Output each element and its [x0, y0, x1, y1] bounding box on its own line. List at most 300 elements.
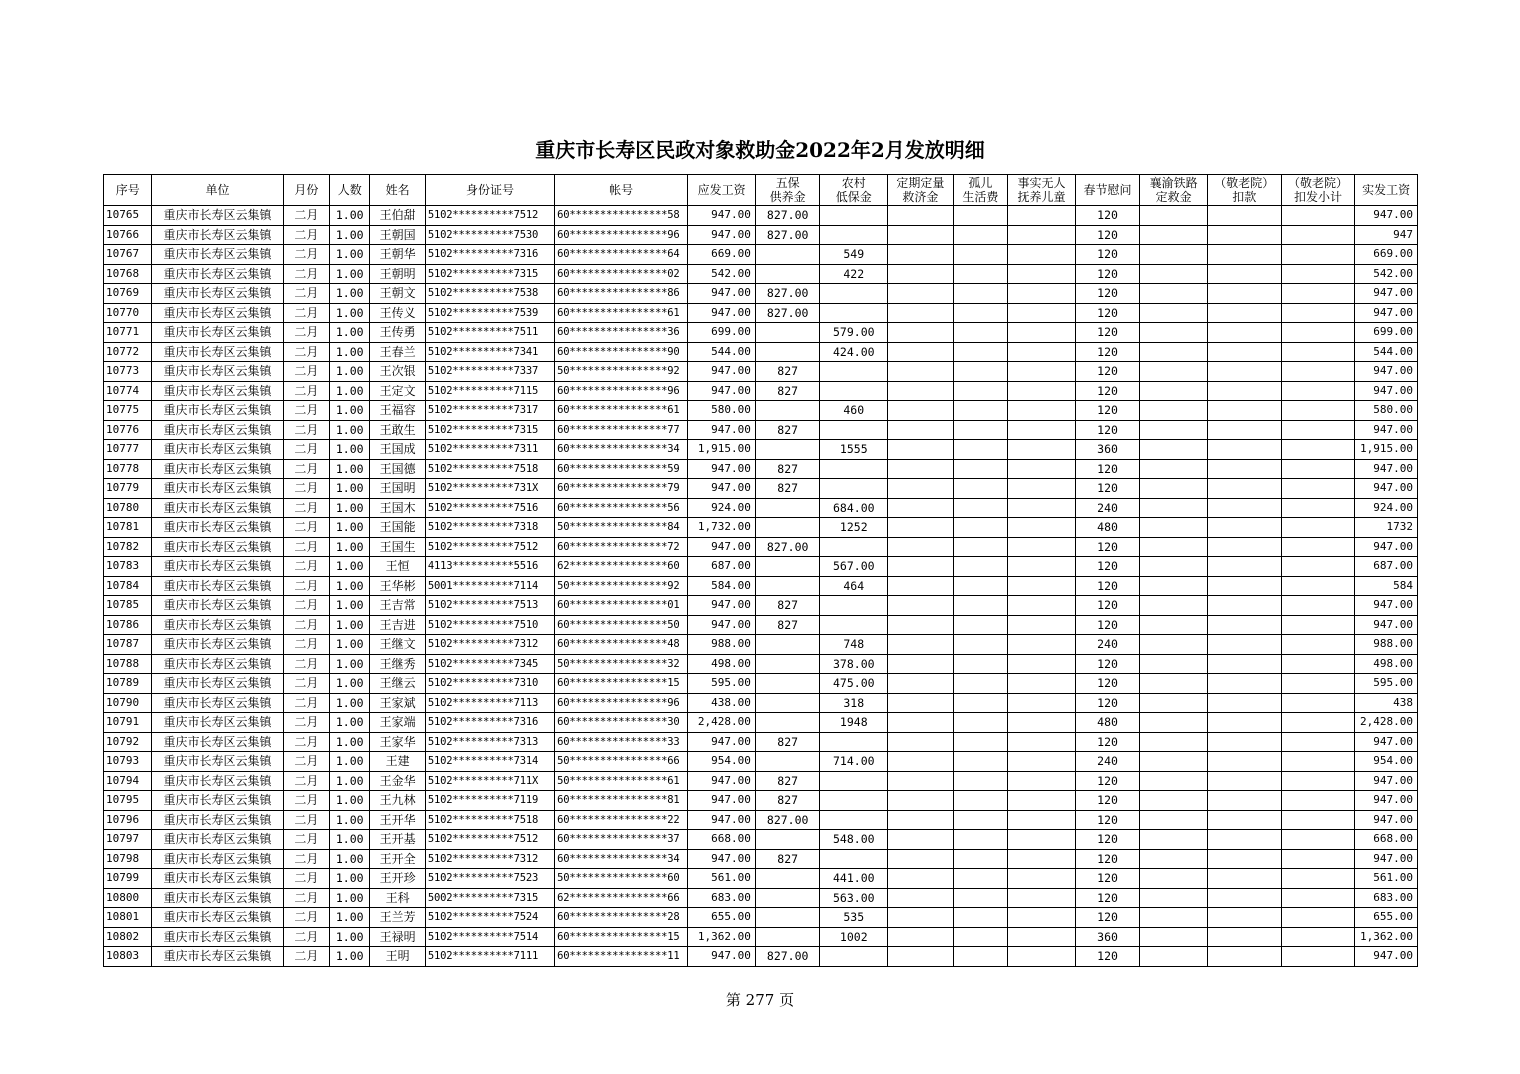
- cell-dibao: [820, 381, 888, 401]
- cell-dibao: [820, 732, 888, 752]
- cell-orphan: [953, 732, 1007, 752]
- cell-account: 60****************28: [555, 908, 688, 928]
- cell-unit: 重庆市长寿区云集镇: [152, 888, 283, 908]
- cell-xiangyu: [1140, 908, 1208, 928]
- cell-unattended-child: [1008, 440, 1076, 460]
- cell-unit: 重庆市长寿区云集镇: [152, 440, 283, 460]
- cell-unit: 重庆市长寿区云集镇: [152, 303, 283, 323]
- cell-unattended-child: [1008, 342, 1076, 362]
- cell-spring-festival: 120: [1075, 674, 1140, 694]
- cell-account: 50****************92: [555, 362, 688, 382]
- cell-month: 二月: [283, 303, 329, 323]
- cell-count: 1.00: [330, 557, 370, 577]
- cell-xiangyu: [1140, 693, 1208, 713]
- cell-name: 王吉常: [370, 596, 426, 616]
- cell-xiangyu: [1140, 440, 1208, 460]
- cell-account: 60****************90: [555, 342, 688, 362]
- cell-payable: 947.00: [688, 206, 756, 226]
- cell-dibao: 422: [820, 264, 888, 284]
- cell-id-number: 5102**********711X: [425, 771, 554, 791]
- cell-dingqi: [888, 303, 954, 323]
- cell-unattended-child: [1008, 206, 1076, 226]
- cell-name: 王华彬: [370, 576, 426, 596]
- table-row: [104, 927, 1418, 947]
- cell-count: 1.00: [330, 225, 370, 245]
- cell-unattended-child: [1008, 596, 1076, 616]
- cell-dibao: [820, 615, 888, 635]
- cell-unit: 重庆市长寿区云集镇: [152, 635, 283, 655]
- cell-seq: 10777: [104, 440, 152, 460]
- cell-count: 1.00: [330, 888, 370, 908]
- cell-month: 二月: [283, 693, 329, 713]
- cell-id-number: 5102**********7341: [425, 342, 554, 362]
- cell-payable: 947.00: [688, 810, 756, 830]
- cell-wubao: 827.00: [755, 810, 820, 830]
- cell-nursing-deduction: [1207, 245, 1281, 265]
- cell-name: 王科: [370, 888, 426, 908]
- cell-count: 1.00: [330, 420, 370, 440]
- cell-spring-festival: 240: [1075, 635, 1140, 655]
- cell-actual-pay: 542.00: [1355, 264, 1418, 284]
- cell-account: 50****************84: [555, 518, 688, 538]
- cell-unit: 重庆市长寿区云集镇: [152, 869, 283, 889]
- cell-unattended-child: [1008, 381, 1076, 401]
- cell-month: 二月: [283, 362, 329, 382]
- cell-count: 1.00: [330, 830, 370, 850]
- cell-count: 1.00: [330, 654, 370, 674]
- header-col-orphan: 孤儿 生活费: [953, 175, 1007, 206]
- cell-dingqi: [888, 615, 954, 635]
- cell-spring-festival: 360: [1075, 927, 1140, 947]
- cell-unattended-child: [1008, 927, 1076, 947]
- cell-count: 1.00: [330, 927, 370, 947]
- cell-month: 二月: [283, 654, 329, 674]
- cell-nursing-subtotal: [1281, 947, 1355, 967]
- cell-wubao: [755, 342, 820, 362]
- cell-unit: 重庆市长寿区云集镇: [152, 225, 283, 245]
- cell-count: 1.00: [330, 869, 370, 889]
- table-row: [104, 596, 1418, 616]
- cell-seq: 10769: [104, 284, 152, 304]
- cell-orphan: [953, 264, 1007, 284]
- cell-count: 1.00: [330, 635, 370, 655]
- cell-dingqi: [888, 888, 954, 908]
- cell-account: 60****************58: [555, 206, 688, 226]
- cell-account: 60****************81: [555, 791, 688, 811]
- cell-orphan: [953, 849, 1007, 869]
- cell-unattended-child: [1008, 888, 1076, 908]
- cell-spring-festival: 120: [1075, 264, 1140, 284]
- table-row: [104, 693, 1418, 713]
- cell-name: 王敢生: [370, 420, 426, 440]
- cell-dingqi: [888, 752, 954, 772]
- cell-xiangyu: [1140, 654, 1208, 674]
- header-col-dibao: 农村 低保金: [820, 175, 888, 206]
- cell-unit: 重庆市长寿区云集镇: [152, 752, 283, 772]
- cell-unattended-child: [1008, 869, 1076, 889]
- cell-unit: 重庆市长寿区云集镇: [152, 771, 283, 791]
- cell-nursing-deduction: [1207, 440, 1281, 460]
- cell-seq: 10798: [104, 849, 152, 869]
- cell-wubao: [755, 830, 820, 850]
- cell-actual-pay: 669.00: [1355, 245, 1418, 265]
- cell-account: 60****************30: [555, 713, 688, 733]
- cell-dibao: [820, 420, 888, 440]
- cell-name: 王国德: [370, 459, 426, 479]
- cell-seq: 10770: [104, 303, 152, 323]
- cell-xiangyu: [1140, 479, 1208, 499]
- cell-dibao: 535: [820, 908, 888, 928]
- cell-dibao: 548.00: [820, 830, 888, 850]
- cell-wubao: [755, 927, 820, 947]
- cell-nursing-deduction: [1207, 888, 1281, 908]
- cell-orphan: [953, 654, 1007, 674]
- cell-nursing-deduction: [1207, 908, 1281, 928]
- cell-month: 二月: [283, 284, 329, 304]
- cell-id-number: 5102**********7318: [425, 518, 554, 538]
- cell-count: 1.00: [330, 732, 370, 752]
- cell-seq: 10787: [104, 635, 152, 655]
- cell-account: 60****************86: [555, 284, 688, 304]
- header-col-id-number: 身份证号: [425, 175, 554, 206]
- cell-unattended-child: [1008, 459, 1076, 479]
- cell-nursing-deduction: [1207, 479, 1281, 499]
- cell-account: 60****************34: [555, 849, 688, 869]
- cell-actual-pay: 947.00: [1355, 537, 1418, 557]
- cell-spring-festival: 120: [1075, 576, 1140, 596]
- header-col-spring-festival: 春节慰问: [1075, 175, 1140, 206]
- cell-unit: 重庆市长寿区云集镇: [152, 830, 283, 850]
- cell-account: 60****************33: [555, 732, 688, 752]
- cell-name: 王恒: [370, 557, 426, 577]
- cell-nursing-deduction: [1207, 420, 1281, 440]
- cell-orphan: [953, 615, 1007, 635]
- cell-dingqi: [888, 771, 954, 791]
- cell-xiangyu: [1140, 947, 1208, 967]
- cell-payable: 683.00: [688, 888, 756, 908]
- cell-dingqi: [888, 518, 954, 538]
- table-row: [104, 732, 1418, 752]
- cell-spring-festival: 120: [1075, 654, 1140, 674]
- table-row: [104, 459, 1418, 479]
- table-row: [104, 771, 1418, 791]
- cell-dingqi: [888, 420, 954, 440]
- cell-dingqi: [888, 557, 954, 577]
- cell-nursing-deduction: [1207, 849, 1281, 869]
- cell-seq: 10782: [104, 537, 152, 557]
- cell-seq: 10786: [104, 615, 152, 635]
- cell-wubao: 827: [755, 596, 820, 616]
- cell-dingqi: [888, 245, 954, 265]
- cell-month: 二月: [283, 927, 329, 947]
- cell-nursing-subtotal: [1281, 557, 1355, 577]
- header-col-month: 月份: [283, 175, 329, 206]
- cell-wubao: 827: [755, 791, 820, 811]
- cell-name: 王家华: [370, 732, 426, 752]
- cell-unattended-child: [1008, 693, 1076, 713]
- cell-payable: 544.00: [688, 342, 756, 362]
- cell-month: 二月: [283, 752, 329, 772]
- cell-id-number: 5102**********7119: [425, 791, 554, 811]
- cell-nursing-deduction: [1207, 206, 1281, 226]
- cell-dingqi: [888, 342, 954, 362]
- cell-id-number: 5001**********7114: [425, 576, 554, 596]
- cell-unit: 重庆市长寿区云集镇: [152, 420, 283, 440]
- cell-count: 1.00: [330, 674, 370, 694]
- cell-account: 60****************64: [555, 245, 688, 265]
- cell-dibao: 684.00: [820, 498, 888, 518]
- cell-month: 二月: [283, 440, 329, 460]
- cell-unattended-child: [1008, 557, 1076, 577]
- cell-account: 60****************01: [555, 596, 688, 616]
- cell-count: 1.00: [330, 947, 370, 967]
- cell-orphan: [953, 557, 1007, 577]
- cell-month: 二月: [283, 635, 329, 655]
- cell-spring-festival: 120: [1075, 869, 1140, 889]
- cell-spring-festival: 360: [1075, 440, 1140, 460]
- cell-payable: 542.00: [688, 264, 756, 284]
- table-row: [104, 888, 1418, 908]
- cell-name: 王朝文: [370, 284, 426, 304]
- cell-xiangyu: [1140, 752, 1208, 772]
- cell-xiangyu: [1140, 674, 1208, 694]
- cell-orphan: [953, 869, 1007, 889]
- cell-dibao: 475.00: [820, 674, 888, 694]
- cell-xiangyu: [1140, 401, 1208, 421]
- cell-id-number: 5102**********7518: [425, 459, 554, 479]
- cell-nursing-deduction: [1207, 713, 1281, 733]
- cell-payable: 584.00: [688, 576, 756, 596]
- cell-unit: 重庆市长寿区云集镇: [152, 264, 283, 284]
- cell-xiangyu: [1140, 830, 1208, 850]
- cell-payable: 498.00: [688, 654, 756, 674]
- cell-payable: 561.00: [688, 869, 756, 889]
- cell-count: 1.00: [330, 498, 370, 518]
- cell-orphan: [953, 674, 1007, 694]
- cell-unattended-child: [1008, 264, 1076, 284]
- document-title: 重庆市长寿区民政对象救助金2022年2月发放明细: [535, 138, 985, 162]
- cell-nursing-subtotal: [1281, 381, 1355, 401]
- cell-dingqi: [888, 713, 954, 733]
- cell-unattended-child: [1008, 303, 1076, 323]
- cell-dibao: [820, 810, 888, 830]
- cell-actual-pay: 2,428.00: [1355, 713, 1418, 733]
- cell-orphan: [953, 225, 1007, 245]
- header-col-name: 姓名: [370, 175, 426, 206]
- cell-count: 1.00: [330, 381, 370, 401]
- cell-count: 1.00: [330, 576, 370, 596]
- table-row: [104, 615, 1418, 635]
- cell-month: 二月: [283, 869, 329, 889]
- cell-unit: 重庆市长寿区云集镇: [152, 596, 283, 616]
- cell-nursing-subtotal: [1281, 479, 1355, 499]
- cell-id-number: 5102**********7316: [425, 245, 554, 265]
- cell-seq: 10792: [104, 732, 152, 752]
- cell-name: 王伯甜: [370, 206, 426, 226]
- cell-xiangyu: [1140, 849, 1208, 869]
- cell-actual-pay: 655.00: [1355, 908, 1418, 928]
- cell-seq: 10781: [104, 518, 152, 538]
- cell-unit: 重庆市长寿区云集镇: [152, 518, 283, 538]
- cell-unattended-child: [1008, 830, 1076, 850]
- cell-wubao: [755, 401, 820, 421]
- cell-payable: 947.00: [688, 459, 756, 479]
- cell-actual-pay: 561.00: [1355, 869, 1418, 889]
- cell-dingqi: [888, 849, 954, 869]
- cell-wubao: 827: [755, 732, 820, 752]
- cell-actual-pay: 947.00: [1355, 947, 1418, 967]
- cell-name: 王家斌: [370, 693, 426, 713]
- cell-wubao: [755, 264, 820, 284]
- cell-spring-festival: 120: [1075, 849, 1140, 869]
- cell-count: 1.00: [330, 810, 370, 830]
- cell-dibao: [820, 947, 888, 967]
- cell-dingqi: [888, 908, 954, 928]
- cell-name: 王次银: [370, 362, 426, 382]
- cell-xiangyu: [1140, 596, 1208, 616]
- cell-unit: 重庆市长寿区云集镇: [152, 498, 283, 518]
- cell-actual-pay: 1732: [1355, 518, 1418, 538]
- cell-nursing-subtotal: [1281, 420, 1355, 440]
- cell-nursing-deduction: [1207, 615, 1281, 635]
- cell-account: 60****************37: [555, 830, 688, 850]
- cell-count: 1.00: [330, 908, 370, 928]
- cell-seq: 10774: [104, 381, 152, 401]
- cell-unattended-child: [1008, 245, 1076, 265]
- cell-spring-festival: 120: [1075, 323, 1140, 343]
- cell-orphan: [953, 498, 1007, 518]
- cell-orphan: [953, 401, 1007, 421]
- cell-unit: 重庆市长寿区云集镇: [152, 245, 283, 265]
- cell-wubao: 827.00: [755, 537, 820, 557]
- cell-count: 1.00: [330, 596, 370, 616]
- cell-payable: 947.00: [688, 771, 756, 791]
- table-row: [104, 674, 1418, 694]
- cell-orphan: [953, 303, 1007, 323]
- table-row: [104, 908, 1418, 928]
- table-row: [104, 654, 1418, 674]
- cell-unit: 重庆市长寿区云集镇: [152, 479, 283, 499]
- cell-nursing-subtotal: [1281, 654, 1355, 674]
- cell-account: 60****************79: [555, 479, 688, 499]
- cell-dibao: [820, 596, 888, 616]
- cell-id-number: 4113**********5516: [425, 557, 554, 577]
- cell-wubao: [755, 498, 820, 518]
- cell-nursing-deduction: [1207, 362, 1281, 382]
- cell-payable: 947.00: [688, 537, 756, 557]
- cell-wubao: [755, 713, 820, 733]
- cell-wubao: [755, 245, 820, 265]
- cell-xiangyu: [1140, 225, 1208, 245]
- cell-wubao: 827.00: [755, 206, 820, 226]
- cell-unit: 重庆市长寿区云集镇: [152, 654, 283, 674]
- cell-dibao: [820, 791, 888, 811]
- cell-id-number: 5102**********7315: [425, 264, 554, 284]
- cell-unattended-child: [1008, 771, 1076, 791]
- cell-nursing-deduction: [1207, 303, 1281, 323]
- cell-spring-festival: 120: [1075, 596, 1140, 616]
- cell-unattended-child: [1008, 576, 1076, 596]
- cell-actual-pay: 947.00: [1355, 362, 1418, 382]
- cell-name: 王建: [370, 752, 426, 772]
- cell-orphan: [953, 791, 1007, 811]
- cell-orphan: [953, 245, 1007, 265]
- cell-payable: 595.00: [688, 674, 756, 694]
- cell-unit: 重庆市长寿区云集镇: [152, 908, 283, 928]
- table-body: [104, 206, 1418, 967]
- cell-dibao: [820, 479, 888, 499]
- cell-wubao: 827: [755, 381, 820, 401]
- cell-nursing-subtotal: [1281, 849, 1355, 869]
- cell-xiangyu: [1140, 206, 1208, 226]
- cell-count: 1.00: [330, 479, 370, 499]
- cell-month: 二月: [283, 810, 329, 830]
- cell-name: 王定文: [370, 381, 426, 401]
- cell-spring-festival: 240: [1075, 752, 1140, 772]
- cell-count: 1.00: [330, 459, 370, 479]
- cell-xiangyu: [1140, 537, 1208, 557]
- cell-seq: 10785: [104, 596, 152, 616]
- cell-name: 王开全: [370, 849, 426, 869]
- cell-payable: 1,362.00: [688, 927, 756, 947]
- cell-unit: 重庆市长寿区云集镇: [152, 693, 283, 713]
- cell-account: 62****************60: [555, 557, 688, 577]
- cell-nursing-deduction: [1207, 537, 1281, 557]
- cell-nursing-deduction: [1207, 596, 1281, 616]
- table-row: [104, 440, 1418, 460]
- cell-xiangyu: [1140, 927, 1208, 947]
- cell-payable: 947.00: [688, 225, 756, 245]
- cell-actual-pay: 1,362.00: [1355, 927, 1418, 947]
- cell-dingqi: [888, 947, 954, 967]
- cell-id-number: 5002**********7315: [425, 888, 554, 908]
- header-col-xiangyu: 襄渝铁路 定救金: [1140, 175, 1208, 206]
- cell-unattended-child: [1008, 225, 1076, 245]
- header-col-account: 帐号: [555, 175, 688, 206]
- cell-spring-festival: 120: [1075, 479, 1140, 499]
- cell-actual-pay: 947.00: [1355, 420, 1418, 440]
- header-row: [104, 175, 1418, 206]
- cell-payable: 669.00: [688, 245, 756, 265]
- cell-seq: 10797: [104, 830, 152, 850]
- cell-month: 二月: [283, 518, 329, 538]
- cell-dibao: 441.00: [820, 869, 888, 889]
- cell-payable: 947.00: [688, 791, 756, 811]
- cell-dingqi: [888, 206, 954, 226]
- cell-dibao: [820, 206, 888, 226]
- cell-dibao: [820, 225, 888, 245]
- cell-name: 王传勇: [370, 323, 426, 343]
- cell-name: 王传义: [370, 303, 426, 323]
- cell-unit: 重庆市长寿区云集镇: [152, 537, 283, 557]
- cell-count: 1.00: [330, 849, 370, 869]
- cell-id-number: 5102**********7514: [425, 927, 554, 947]
- cell-unattended-child: [1008, 791, 1076, 811]
- cell-wubao: [755, 674, 820, 694]
- cell-dibao: 424.00: [820, 342, 888, 362]
- cell-unattended-child: [1008, 674, 1076, 694]
- cell-id-number: 5102**********7524: [425, 908, 554, 928]
- cell-nursing-deduction: [1207, 518, 1281, 538]
- cell-unit: 重庆市长寿区云集镇: [152, 557, 283, 577]
- table-row: [104, 225, 1418, 245]
- cell-account: 60****************96: [555, 381, 688, 401]
- relief-payment-table: [103, 174, 1418, 967]
- cell-nursing-deduction: [1207, 459, 1281, 479]
- cell-id-number: 5102**********7314: [425, 752, 554, 772]
- cell-actual-pay: 595.00: [1355, 674, 1418, 694]
- cell-seq: 10793: [104, 752, 152, 772]
